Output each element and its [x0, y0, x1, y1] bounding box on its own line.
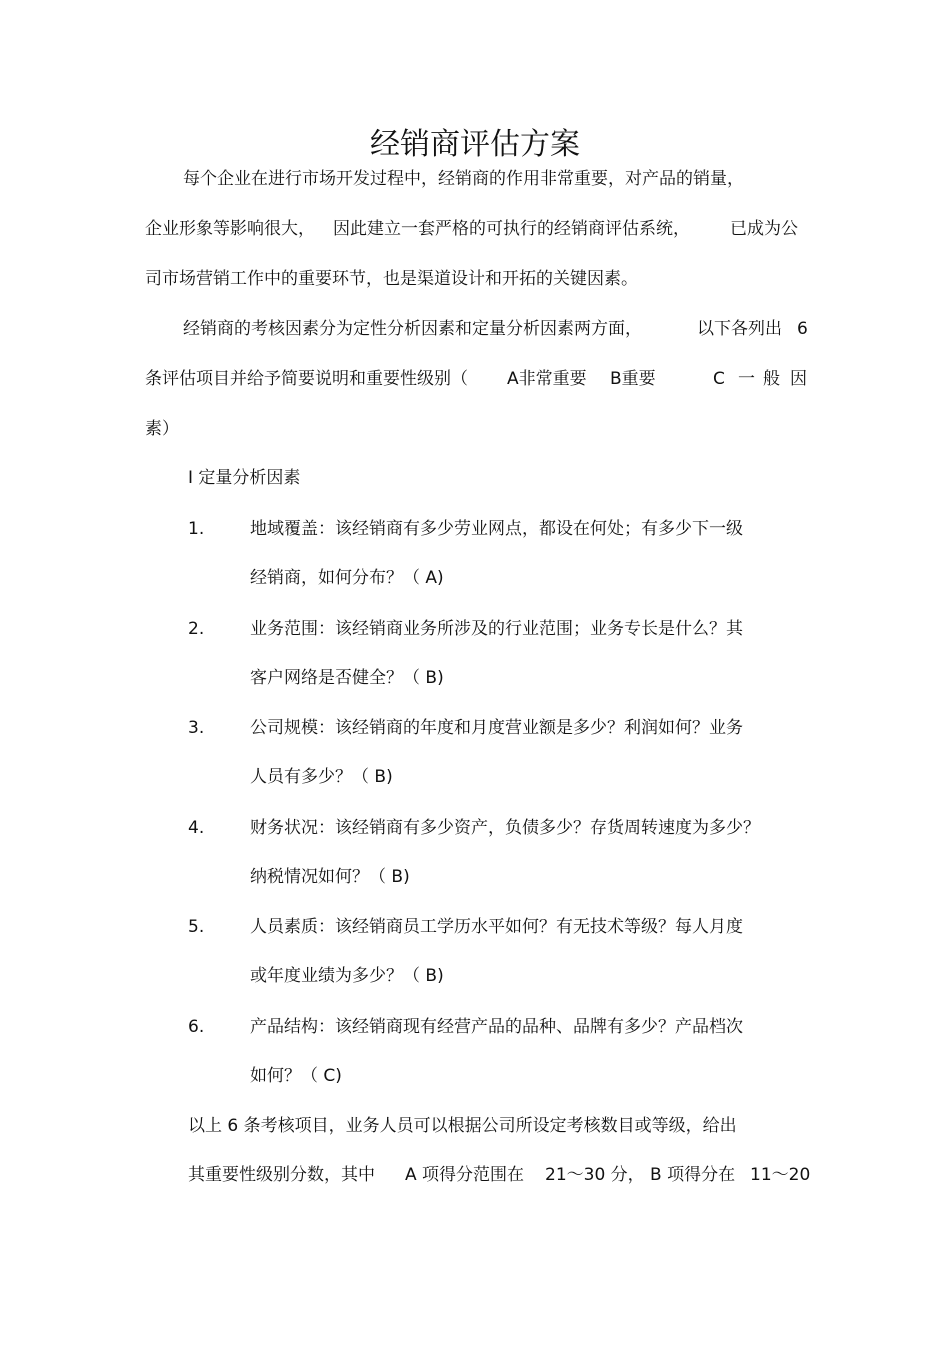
list-item-text-cont: 如何？（ C): [250, 1066, 342, 1086]
list-item-number: 4.: [188, 818, 205, 838]
para2-line-1b: 以下各列出: [697, 319, 782, 339]
para2-line-2f: 般: [763, 369, 780, 389]
list-item-text-cont: 纳税情况如何？（ B): [250, 867, 410, 887]
list-item-text-cont: 或年度业绩为多少？（ B): [250, 966, 444, 986]
para2-line-2e: 一: [738, 369, 755, 389]
list-item-text: 财务状况：该经销商有多少资产，负债多少？存货周转速度为多少？: [250, 818, 760, 838]
closing-line-2a: 其重要性级别分数，其中: [188, 1165, 375, 1185]
list-item-number: 6.: [188, 1017, 205, 1037]
para2-line-3: 素）: [145, 419, 179, 439]
closing-line-2d: B 项得分在: [650, 1165, 736, 1185]
para2-line-2c: B重要: [610, 369, 656, 389]
list-item-number: 3.: [188, 718, 205, 738]
list-item-number: 5.: [188, 917, 205, 937]
closing-line-2b: A 项得分范围在: [405, 1165, 525, 1185]
intro-line-1: 每个企业在进行市场开发过程中，经销商的作用非常重要，对产品的销量，: [183, 169, 744, 189]
para2-line-2g: 因: [790, 369, 807, 389]
closing-line-1: 以上 6 条考核项目，业务人员可以根据公司所设定考核数目或等级，给出: [188, 1116, 737, 1136]
closing-line-2c: 21～30 分，: [545, 1165, 645, 1185]
list-item-text-cont: 人员有多少？（ B): [250, 767, 393, 787]
list-item-text-cont: 经销商，如何分布？（ A): [250, 568, 444, 588]
list-item-number: 1.: [188, 519, 205, 539]
list-item-number: 2.: [188, 619, 205, 639]
list-item-text: 公司规模：该经销商的年度和月度营业额是多少？利润如何？业务: [250, 718, 743, 738]
para2-line-1c: 6: [797, 319, 808, 339]
section-heading: I 定量分析因素: [188, 468, 301, 488]
intro-line-2c: 已成为公: [730, 219, 798, 239]
para2-line-2a: 条评估项目并给予简要说明和重要性级别（: [145, 369, 468, 389]
list-item-text: 产品结构：该经销商现有经营产品的品种、品牌有多少？产品档次: [250, 1017, 743, 1037]
list-item-text: 业务范围：该经销商业务所涉及的行业范围；业务专长是什么？其: [250, 619, 743, 639]
intro-line-3: 司市场营销工作中的重要环节，也是渠道设计和开拓的关键因素。: [145, 269, 638, 289]
document-title: 经销商评估方案: [370, 127, 580, 162]
para2-line-2b: A非常重要: [507, 369, 587, 389]
intro-line-2b: 因此建立一套严格的可执行的经销商评估系统，: [333, 219, 690, 239]
list-item-text: 人员素质：该经销商员工学历水平如何？有无技术等级？每人月度: [250, 917, 743, 937]
list-item-text-cont: 客户网络是否健全？（ B): [250, 668, 444, 688]
intro-line-2a: 企业形象等影响很大，: [145, 219, 315, 239]
closing-line-2e: 11～20: [750, 1165, 811, 1185]
para2-line-2d: C: [713, 369, 725, 389]
list-item-text: 地域覆盖：该经销商有多少劳业网点，都设在何处；有多少下一级: [250, 519, 743, 539]
para2-line-1a: 经销商的考核因素分为定性分析因素和定量分析因素两方面，: [183, 319, 642, 339]
